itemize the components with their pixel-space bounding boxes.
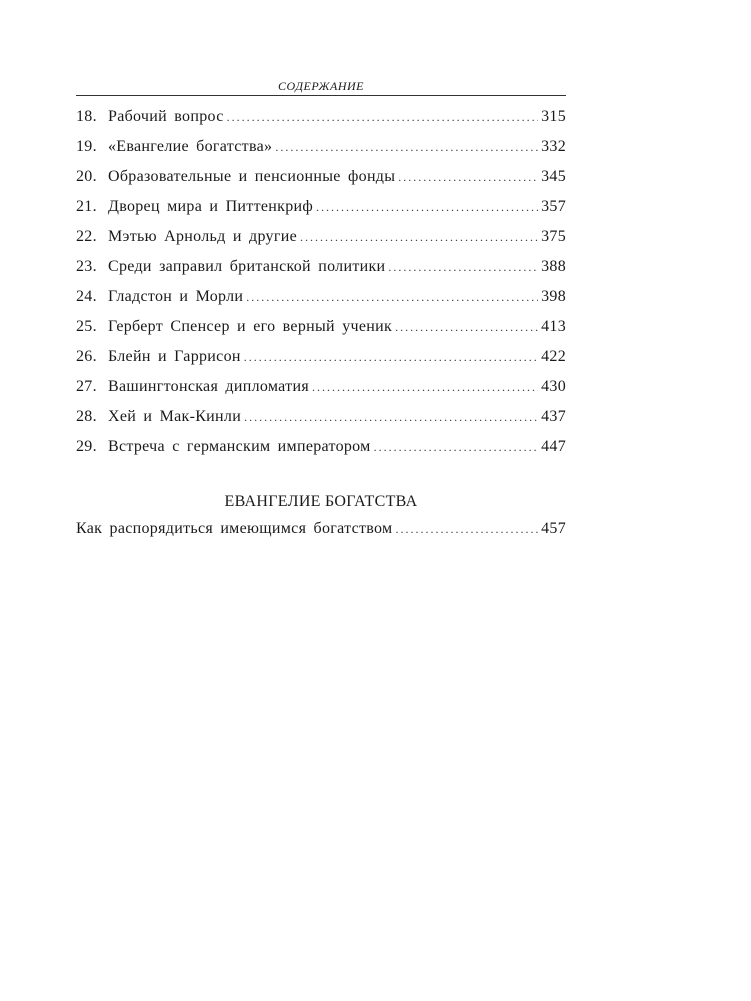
dot-leader	[227, 102, 538, 132]
toc-entry-page: 388	[541, 258, 566, 275]
dot-leader	[312, 372, 538, 402]
toc-entry-number: 27.	[76, 378, 97, 395]
dot-leader	[246, 282, 538, 312]
toc-entry	[76, 252, 566, 282]
toc-entry	[76, 102, 566, 132]
toc-page	[76, 78, 566, 543]
toc-entry-number: 25.	[76, 318, 97, 335]
toc-entry-page: 437	[541, 408, 566, 425]
section-entry-title: Как распорядиться имеющимся богатством	[76, 520, 393, 537]
toc-entry-title: Вашингтонская дипломатия	[108, 378, 309, 395]
section-entry-page: 457	[541, 520, 566, 537]
dot-leader	[275, 132, 538, 162]
dot-leader	[398, 162, 538, 192]
toc-entry-title: Блейн и Гаррисон	[108, 348, 241, 365]
dot-leader	[374, 432, 538, 462]
dot-leader	[388, 252, 538, 282]
dot-leader	[244, 402, 538, 432]
toc-entry-page: 345	[541, 168, 566, 185]
toc-entry-title: Мэтью Арнольд и другие	[108, 228, 297, 245]
toc-entry-number: 28.	[76, 408, 97, 425]
toc-entry-title: Встреча с германским императором	[108, 438, 371, 455]
toc-entry-title: «Евангелие богатства»	[108, 138, 273, 155]
toc-entry-page: 422	[541, 348, 566, 365]
toc-entry-page: 332	[541, 138, 566, 155]
toc-entry-number: 22.	[76, 228, 97, 245]
toc-entry-page: 375	[541, 228, 566, 245]
toc-entry	[76, 192, 566, 222]
toc-entry-title: Герберт Спенсер и его верный ученик	[108, 318, 393, 335]
section-heading: ЕВАНГЕЛИЕ БОГАТСТВА	[224, 493, 418, 510]
toc-entry	[76, 312, 566, 342]
toc-entry-page: 315	[541, 108, 566, 125]
toc-entry	[76, 162, 566, 192]
toc-entry-number: 21.	[76, 198, 97, 215]
section-toc-entry	[76, 515, 566, 543]
toc-entry	[76, 132, 566, 162]
dot-leader	[395, 312, 538, 342]
toc-entry-page: 357	[541, 198, 566, 215]
toc-entry-title: Образовательные и пенсионные фонды	[108, 168, 396, 185]
toc-entry-title: Среди заправил британской политики	[108, 258, 386, 275]
toc-entry-title: Рабочий вопрос	[108, 108, 224, 125]
toc-entry	[76, 402, 566, 432]
dot-leader	[300, 222, 538, 252]
toc-entry	[76, 222, 566, 252]
dot-leader	[244, 342, 538, 372]
toc-list	[76, 102, 566, 462]
toc-entry-title: Дворец мира и Питтенкриф	[108, 198, 314, 215]
toc-entry-number: 20.	[76, 168, 97, 185]
toc-entry-title: Гладстон и Морли	[108, 288, 244, 305]
toc-entry	[76, 372, 566, 402]
toc-entry-number: 18.	[76, 108, 97, 125]
dot-leader	[395, 515, 538, 543]
toc-entry-number: 19.	[76, 138, 97, 155]
toc-entry-number: 23.	[76, 258, 97, 275]
toc-entry	[76, 342, 566, 372]
toc-entry	[76, 432, 566, 462]
toc-entry-number: 24.	[76, 288, 97, 305]
toc-entry-page: 413	[541, 318, 566, 335]
dot-leader	[316, 192, 538, 222]
toc-entry-page: 398	[541, 288, 566, 305]
toc-entry-number: 26.	[76, 348, 97, 365]
header-rule	[76, 95, 566, 96]
toc-entry-page: 447	[541, 438, 566, 455]
running-head: СОДЕРЖАНИЕ	[277, 79, 365, 93]
toc-entry-title: Хей и Мак-Кинли	[108, 408, 242, 425]
toc-entry-page: 430	[541, 378, 566, 395]
toc-entry-number: 29.	[76, 438, 97, 455]
toc-entry	[76, 282, 566, 312]
